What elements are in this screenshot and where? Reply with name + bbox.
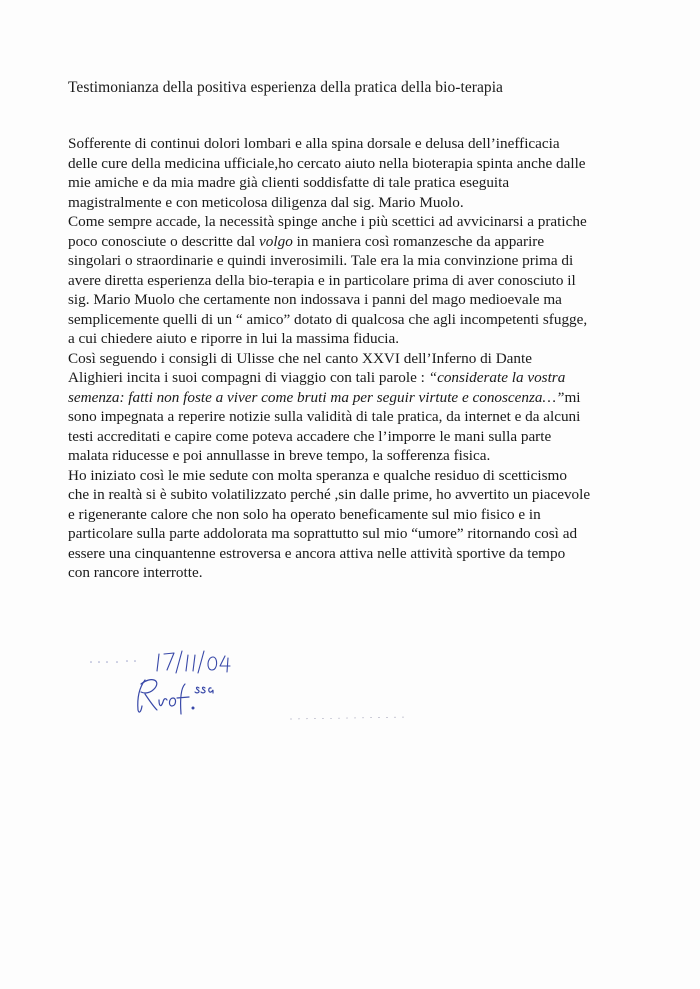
text-segment: particolare sulla parte addolorata ma soprattutto sul mio “umore” ritornando così ad: [68, 525, 578, 542]
text-segment: che in realtà si è subito volatilizzato perché ,sin dalle prime, ho avvertito un piacevole: [68, 486, 591, 503]
italic-text: volgo: [259, 232, 293, 250]
body-line: [68, 544, 638, 564]
text-segment: avere diretta esperienza della bio-terapia e in particolare prima di aver conosciuto il: [68, 271, 576, 289]
body-line: [68, 485, 638, 505]
body-line: [68, 310, 638, 330]
italic-text: “considerate la vostra: [428, 369, 566, 386]
text-segment: Ho iniziato così le mie sedute con molta speranza e qualche residuo di scetticismo: [68, 466, 567, 484]
text-segment: Alighieri incita i suoi compagni di viaggio con tali parole :: [68, 369, 429, 386]
body-line: [68, 446, 638, 466]
body-line: [68, 466, 638, 486]
text-segment: poco conosciute o descritte dal: [68, 232, 260, 250]
text-segment: semplicemente quelli di un “ amico” dotato di qualcosa che agli incompetenti sfugge,: [68, 310, 588, 328]
body-line: [68, 251, 638, 271]
body-line: [68, 407, 638, 427]
text-segment: a cui chiedere aiuto e riporre in lui la massima fiducia.: [68, 330, 400, 347]
text-segment: delle cure della medicina ufficiale,ho cercato aiuto nella bioterapia spinta anche dalle: [68, 154, 586, 172]
faint-dots: [90, 660, 136, 663]
text-segment: magistralmente e con meticolosa diligenza dal sig. Mario Muolo.: [68, 193, 464, 211]
text-segment: mi: [564, 388, 581, 406]
body-line: [68, 290, 638, 310]
body-line: [68, 134, 638, 154]
text-segment: sono impegnata a reperire notizie sulla validità di tale pratica, da internet e da alcuni: [68, 408, 581, 425]
text-segment: essere una cinquantenne estroversa e ancora attiva nelle attività sportive da tempo: [68, 544, 566, 562]
text-segment: e rigenerante calore che non solo ha operato beneficamente sul mio fisico e in: [68, 505, 541, 523]
text-segment: Come sempre accade, la necessità spinge anche i più scettici ad avvicinarsi a pratiche: [68, 213, 587, 230]
body-line: [68, 271, 638, 291]
document-body: [68, 134, 638, 583]
text-segment: in maniera così romanzesche da apparire: [292, 232, 545, 250]
body-line: [68, 329, 638, 349]
text-segment: singolari o straordinarie e quindi inverosimili. Tale era la mia convinzione prima di: [68, 252, 574, 269]
body-line: [68, 427, 638, 447]
handwritten-annotation: [85, 640, 415, 730]
text-segment: con rancore interrotte.: [68, 564, 203, 581]
body-line: [68, 232, 638, 252]
document-title: Testimonianza della positiva esperienza della pratica della bio-terapia: [68, 79, 503, 96]
body-line: [68, 154, 638, 174]
body-line: [68, 368, 638, 388]
text-segment: Sofferente di continui dolori lombari e alla spina dorsale e delusa dell’inefficacia: [68, 135, 560, 152]
body-line: [68, 212, 638, 232]
faint-line: [290, 717, 410, 719]
body-line: [68, 193, 638, 213]
body-line: [68, 563, 638, 583]
text-segment: sig. Mario Muolo che certamente non indossava i panni del mago medioevale ma: [68, 291, 562, 308]
text-segment: mie amiche e da mia madre già clienti soddisfatte di tale pratica eseguita: [68, 174, 510, 191]
handwritten-date: [157, 651, 230, 673]
body-line: [68, 173, 638, 193]
body-line: [68, 524, 638, 544]
body-line: [68, 388, 638, 408]
text-segment: malata riducesse e poi annullasse in breve tempo, la sofferenza fisica.: [68, 447, 491, 464]
text-segment: testi accreditati e capire come poteva accadere che l’imporre le mani sulla parte: [68, 427, 552, 445]
body-line: [68, 505, 638, 525]
handwritten-signature: [138, 680, 213, 714]
body-line: [68, 349, 638, 369]
text-segment: Così seguendo i consigli di Ulisse che nel canto XXVI dell’Inferno di Dante: [68, 349, 532, 367]
italic-text: semenza: fatti non foste a viver come bruti ma per seguir virtute e conoscenza…”: [68, 388, 565, 406]
